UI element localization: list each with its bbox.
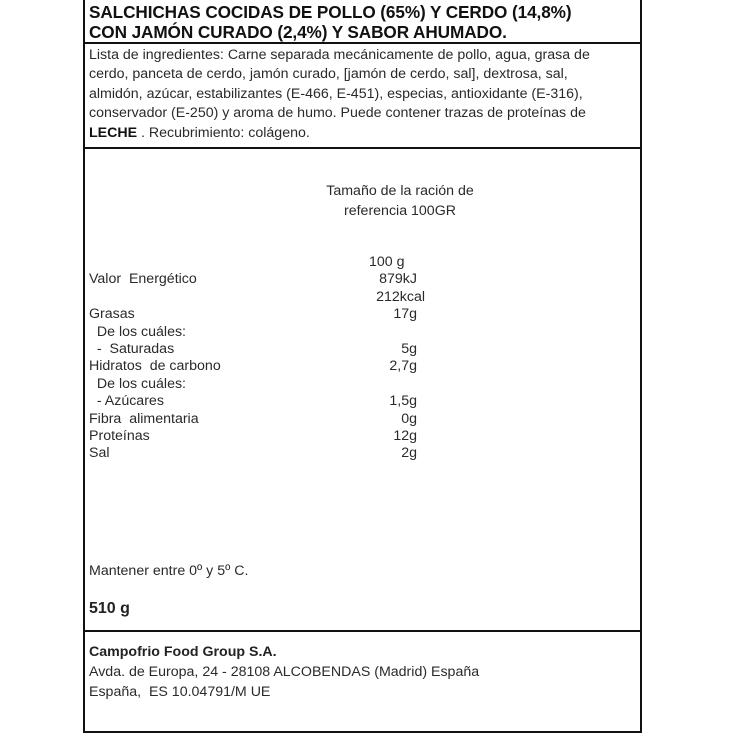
nutrient-label: Proteínas <box>89 427 150 444</box>
serving-line-2: referencia 100GR <box>344 202 456 219</box>
net-weight: 510 g <box>89 600 130 617</box>
product-title-line-2: CON JAMÓN CURADO (2,4%) Y SABOR AHUMADO. <box>89 22 507 42</box>
nutrition-row <box>89 324 439 341</box>
nutrition-row <box>89 411 439 428</box>
serving-size <box>250 182 550 221</box>
nutrient-value: 1,5g <box>389 393 417 410</box>
nutrition-row <box>89 341 439 358</box>
ingredients-line-2: cerdo, panceta de cerdo, jamón curado, [jamón de cerdo, sal], dextrosa, sal, <box>89 66 568 83</box>
nutrient-value: 2,7g <box>389 358 417 375</box>
nutrient-label: - Saturadas <box>89 340 175 357</box>
nutrient-label: Fibra alimentaria <box>89 410 199 427</box>
nutrient-label: Hidratos de carbono <box>89 358 221 375</box>
company-address: Avda. de Europa, 24 - 28108 ALCOBENDAS (Madrid) España <box>89 664 480 680</box>
nutrient-value: 12g <box>393 427 417 444</box>
ingredients-line-1: Lista de ingredientes: Carne separada mecánicamente de pollo, agua, grasa de <box>89 47 590 63</box>
ingredients-line-4: conservador (E-250) y aroma de humo. Puede contener trazas de proteínas de <box>89 105 586 122</box>
company-divider <box>85 630 640 632</box>
nutrient-value: 5g <box>401 340 417 357</box>
nutrient-value: 879kJ <box>379 271 417 288</box>
company-name: Campofrio Food Group S.A. <box>89 644 277 660</box>
nutrition-row <box>89 376 439 393</box>
column-header-100g: 100 g <box>369 254 405 270</box>
serving-line-1: Tamaño de la ración de <box>326 183 474 199</box>
nutrient-label: Sal <box>89 445 110 462</box>
nutrition-row <box>89 271 439 288</box>
nutrient-value: 0g <box>401 410 417 427</box>
nutrition-header-row <box>89 254 439 271</box>
ingredients-tail: . Recubrimiento: colágeno. <box>137 124 310 141</box>
nutrient-label: Grasas <box>89 306 135 323</box>
title-divider <box>85 42 640 44</box>
nutrient-label: De los cuáles: <box>89 323 186 340</box>
allergen-milk: LECHE <box>89 124 138 141</box>
nutrition-row <box>89 428 439 445</box>
nutrition-row <box>89 393 439 410</box>
nutrition-row <box>89 306 439 323</box>
ingredients-line-3: almidón, azúcar, estabilizantes (E-466, E-451), especias, antioxidante (E-316), <box>89 85 583 102</box>
nutrition-row <box>89 445 439 462</box>
product-title-line-1: SALCHICHAS COCIDAS DE POLLO (65%) Y CERDO (14,8%) <box>89 2 572 22</box>
ingredients-line-5 <box>89 124 637 143</box>
nutrition-row <box>89 289 439 306</box>
ingredients-list <box>89 46 637 143</box>
storage-instructions: Mantener entre 0º y 5º C. <box>89 563 249 579</box>
nutrition-row <box>89 358 439 375</box>
product-title <box>89 2 639 42</box>
company-info <box>89 642 479 702</box>
nutrient-label: De los cuáles: <box>89 375 186 392</box>
nutrition-table <box>89 254 439 463</box>
ingredients-divider <box>85 147 640 149</box>
nutrient-label: - Azúcares <box>89 393 164 410</box>
company-registry: España, ES 10.04791/M UE <box>89 684 271 700</box>
nutrient-value: 2g <box>401 445 417 462</box>
nutrient-value: 212kcal <box>376 288 425 305</box>
nutrient-value: 17g <box>393 306 417 323</box>
nutrient-label: Valor Energético <box>89 271 197 288</box>
